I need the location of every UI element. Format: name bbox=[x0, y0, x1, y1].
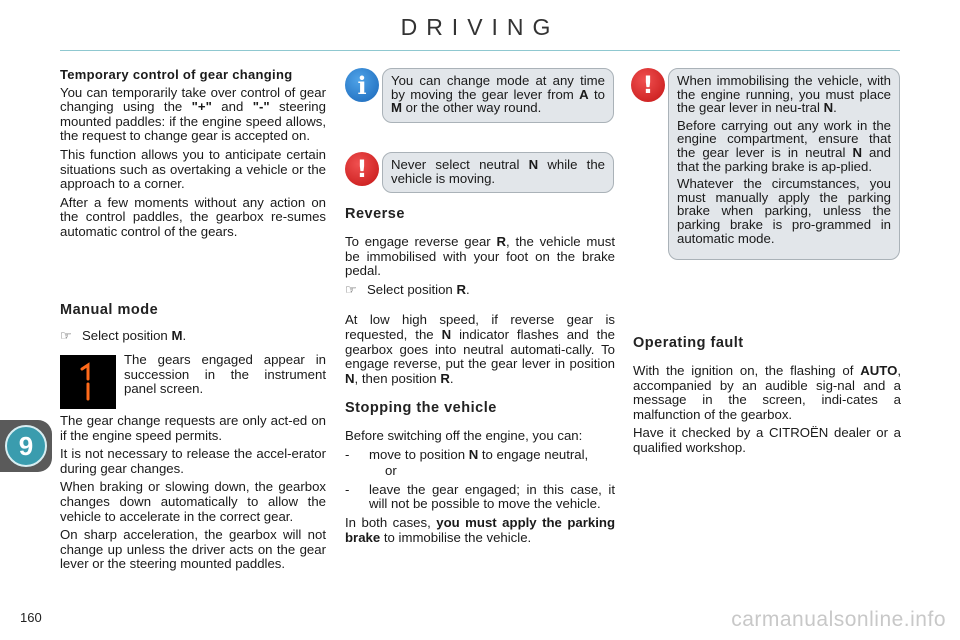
svg-text:1: 1 bbox=[102, 371, 103, 372]
immobilising-warning-box: When immobilising the vehicle, with the engine running, you must place the gear lever in neu-tral N. Before carrying out any work in the engine compartment, ensure that the gear lever is in neutral N and that the parking brake is ap-plied. Whatever the circumstances, you must manually apply the parking brake when parking, unless the parking brake is pro-grammed in automatic mode. bbox=[668, 68, 900, 260]
stopping-item-1: - move to position N to engage neutral, bbox=[345, 446, 589, 462]
temporary-control-paragraph-3: After a few moments without any action on the control paddles, the gearbox re-sumes automatic control of the gears. bbox=[60, 194, 326, 239]
manual-mode-heading: Manual mode bbox=[60, 302, 159, 318]
manual-mode-paragraph-1: The gear change requests are only act-ed on if the engine speed permits. bbox=[60, 413, 326, 443]
gear-digit-icon bbox=[60, 355, 116, 409]
stopping-item-2: - leave the gear engaged; in this case, it will not be possible to move the vehicle. bbox=[345, 481, 615, 512]
pointing-finger-icon: ☞ bbox=[60, 328, 72, 343]
temporary-control-paragraph-2: This function allows you to anticipate certain situations such as overtaking a vehicle or the approach to a corner. bbox=[60, 146, 326, 192]
neutral-warning-box: Never select neutral N while the vehicle is moving. bbox=[382, 152, 614, 193]
warning-icon: ! bbox=[631, 68, 665, 102]
operating-fault-paragraph-1: With the ignition on, the flashing of AUTO, accompanied by an audible sig-nal and a message in the screen, indi-cates a malfunction of the gearbox. bbox=[633, 363, 901, 422]
reverse-heading: Reverse bbox=[345, 206, 405, 222]
operating-fault-section bbox=[633, 335, 901, 460]
page-number: 160 bbox=[20, 610, 42, 625]
gear-caption: The gears engaged appear in succession in the instrument panel screen. bbox=[124, 352, 326, 397]
stopping-paragraph-2: In both cases, you must apply the parking brake to immobilise the vehicle. bbox=[345, 514, 615, 545]
reverse-paragraph-1: To engage reverse gear R, the vehicle must be immobilised with your foot on the brake pedal. bbox=[345, 234, 615, 279]
manual-mode-paragraph-2: It is not necessary to release the accel-erator during gear changes. bbox=[60, 446, 326, 476]
manual-mode-paragraph-4: On sharp acceleration, the gearbox will not change up unless the driver acts on the gear lever or the steering mounted paddles. bbox=[60, 527, 326, 572]
header-rule bbox=[60, 50, 900, 51]
stopping-paragraph-1: Before switching off the engine, you can: bbox=[345, 428, 583, 443]
reverse-section bbox=[345, 206, 615, 390]
watermark: carmanualsonline.info bbox=[731, 608, 946, 631]
info-icon: i bbox=[345, 68, 379, 102]
operating-fault-heading: Operating fault bbox=[633, 335, 744, 351]
manual-mode-paragraph-3: When braking or slowing down, the gearbox changes down automatically to allow the vehicle to accelerate in the correct gear. bbox=[60, 479, 326, 524]
operating-fault-paragraph-2: Have it checked by a CITROËN dealer or a qualified workshop. bbox=[633, 425, 901, 455]
stopping-or: or bbox=[385, 463, 397, 479]
manual-mode-text bbox=[60, 414, 326, 576]
gear-display-image bbox=[60, 355, 116, 409]
manual-mode-bullet: ☞ Select position M. bbox=[60, 328, 187, 343]
chapter-tab bbox=[0, 420, 52, 472]
warning-icon: ! bbox=[345, 152, 379, 186]
chapter-number: 9 bbox=[5, 425, 47, 467]
left-column bbox=[60, 68, 326, 244]
page-title: DRIVING bbox=[400, 14, 560, 40]
reverse-bullet: ☞ Select position R. bbox=[345, 281, 470, 297]
reverse-paragraph-2: At low high speed, if reverse gear is requested, the N indicator flashes and the gearbox goes into neutral automati-cally. To engage reverse, put the gear lever in position N, then position R. bbox=[345, 312, 616, 386]
pointing-finger-icon: ☞ bbox=[345, 281, 357, 297]
temporary-control-paragraph-1: You can temporarily take over control of gear changing using the "+" and "-" steering mounted paddles: if the engine speed allows, the request to change gear is accepted on. bbox=[60, 84, 326, 144]
stopping-section bbox=[345, 400, 615, 549]
info-box: You can change mode at any time by moving the gear lever from A to M or the other way round. bbox=[382, 68, 614, 123]
temporary-control-heading: Temporary control of gear changing bbox=[60, 67, 293, 82]
stopping-heading: Stopping the vehicle bbox=[345, 400, 497, 416]
manual-mode-section bbox=[60, 302, 326, 344]
